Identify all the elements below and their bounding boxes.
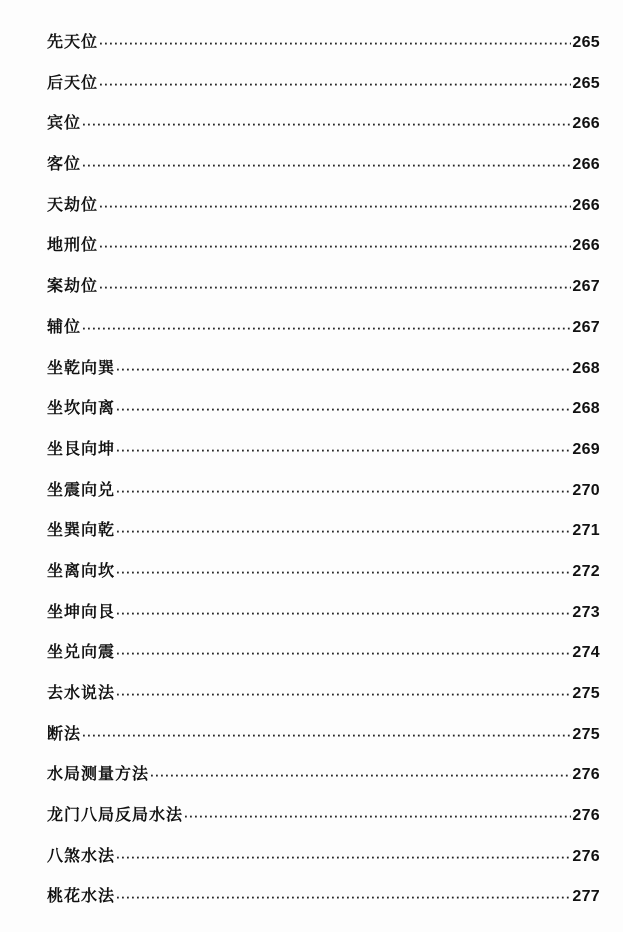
toc-entry (47, 673, 600, 714)
toc-entry-title: 坐震向兑 (47, 479, 116, 499)
toc-entry-page: 266 (572, 156, 600, 174)
toc-entry-page: 266 (572, 196, 600, 214)
toc-entry-title: 桃花水法 (47, 886, 116, 906)
toc-entry-page: 269 (572, 440, 600, 458)
toc-entry-page: 274 (572, 644, 600, 662)
toc-entry-page: 268 (572, 359, 600, 377)
toc-entry (47, 754, 600, 795)
toc-entry (47, 225, 600, 266)
toc-entry-page: 268 (572, 400, 600, 418)
toc-entry-title: 地刑位 (47, 235, 99, 255)
toc-entry-title: 断法 (47, 723, 82, 743)
toc-entry-page: 273 (572, 603, 600, 621)
toc-entry-page: 271 (572, 522, 600, 540)
toc-entry-title: 宾位 (47, 113, 82, 133)
toc-entry-title: 八煞水法 (47, 845, 116, 865)
toc-entry-title: 水局测量方法 (47, 764, 150, 784)
dot-leader (82, 147, 571, 188)
toc-entry (47, 592, 600, 633)
dot-leader (116, 432, 571, 473)
toc-entry (47, 876, 600, 917)
toc-entry (47, 103, 600, 144)
toc-entry-title: 龙门八局反局水法 (47, 805, 184, 825)
toc-entry (47, 388, 600, 429)
dot-leader (116, 595, 571, 636)
toc-entry (47, 348, 600, 389)
toc-entry-title: 客位 (47, 154, 82, 174)
toc-entry (47, 510, 600, 551)
toc-entry (47, 836, 600, 877)
toc-entry-page: 275 (572, 685, 600, 702)
toc-entry-page: 276 (572, 847, 600, 865)
dot-leader (116, 473, 571, 514)
toc-entry-page: 276 (572, 807, 600, 825)
toc-entry (47, 144, 600, 185)
dot-leader (99, 25, 571, 66)
dot-leader (184, 798, 571, 839)
toc-entry-title: 坐坤向艮 (47, 601, 116, 621)
dot-leader (116, 676, 571, 717)
toc-entry-page: 266 (572, 115, 600, 133)
toc-entry-title: 坐兑向震 (47, 642, 116, 662)
toc-entry-page: 270 (572, 481, 600, 499)
toc-entry (47, 551, 600, 592)
toc-entry (47, 470, 600, 511)
toc-entry-title: 坐离向坎 (47, 560, 116, 580)
toc-entry-page: 272 (572, 562, 600, 580)
toc-entry-title: 去水说法 (47, 683, 116, 702)
toc-entry-title: 坐巽向乾 (47, 520, 116, 540)
dot-leader (99, 66, 571, 107)
dot-leader (116, 635, 571, 676)
toc-entry-title: 天劫位 (47, 194, 99, 214)
toc-entry-page: 266 (572, 237, 600, 255)
toc-entry (47, 795, 600, 836)
toc-entry-page: 265 (572, 34, 600, 51)
toc-entry-page: 277 (572, 888, 600, 906)
dot-leader (116, 513, 571, 554)
toc-entry (47, 429, 600, 470)
dot-leader (116, 554, 571, 595)
toc-entry (47, 22, 600, 63)
toc-entry (47, 185, 600, 226)
dot-leader (150, 757, 571, 798)
dot-leader (116, 879, 571, 920)
toc-entry (47, 632, 600, 673)
toc-entry (47, 307, 600, 348)
toc-entry (47, 266, 600, 307)
toc-entry-title: 后天位 (47, 72, 99, 92)
table-of-contents (47, 22, 600, 917)
toc-entry-page: 276 (572, 766, 600, 784)
toc-entry (47, 714, 600, 755)
toc-entry-title: 辅位 (47, 316, 82, 336)
dot-leader (99, 228, 571, 269)
dot-leader (82, 717, 571, 758)
toc-entry-title: 坐坎向离 (47, 398, 116, 418)
toc-entry-page: 275 (572, 725, 600, 743)
dot-leader (116, 351, 571, 392)
toc-entry-title: 坐乾向巽 (47, 357, 116, 377)
dot-leader (82, 106, 571, 147)
toc-entry (47, 63, 600, 104)
toc-entry-title: 案劫位 (47, 276, 99, 296)
toc-entry-page: 265 (572, 74, 600, 92)
toc-entry-page: 267 (572, 278, 600, 296)
dot-leader (99, 269, 571, 310)
dot-leader (116, 391, 571, 432)
dot-leader (116, 839, 571, 880)
dot-leader (99, 188, 571, 229)
toc-entry-title: 先天位 (47, 32, 99, 51)
toc-entry-title: 坐艮向坤 (47, 438, 116, 458)
toc-entry-page: 267 (572, 318, 600, 336)
dot-leader (82, 310, 571, 351)
